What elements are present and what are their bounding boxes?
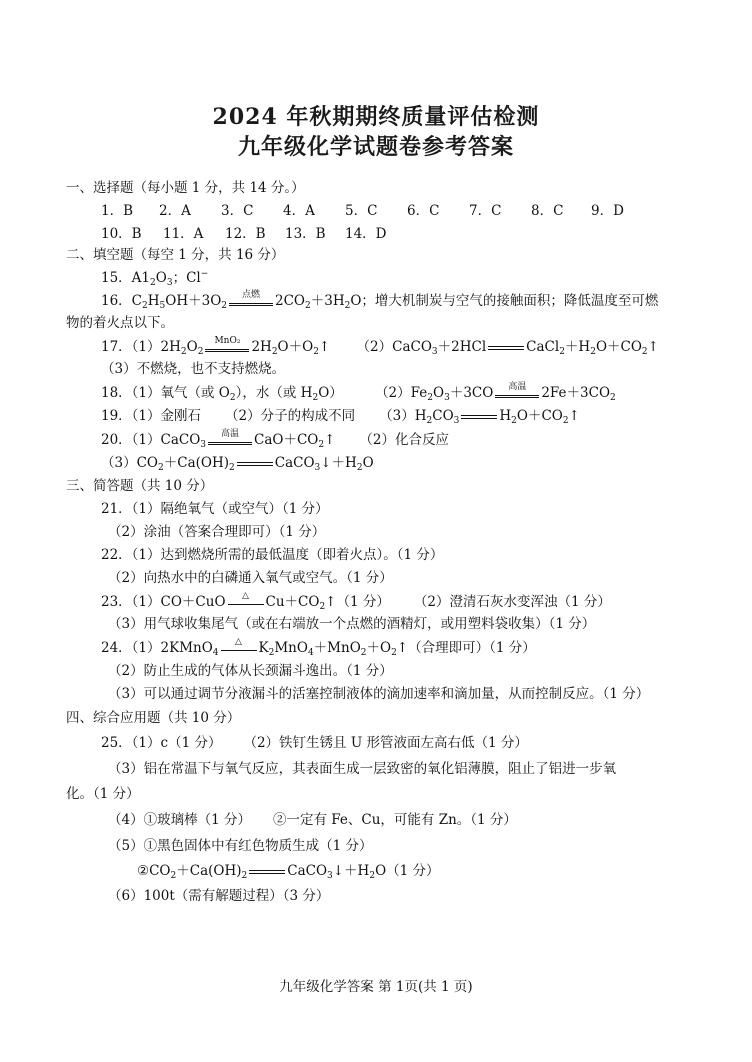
choice-answer: 3．C (221, 203, 254, 219)
choice-answer: 4．A (283, 203, 315, 219)
choice-answer: 2．A (159, 203, 191, 219)
choice-answer: 10．B (101, 226, 142, 242)
equals-sign (237, 454, 273, 474)
answer-17-3: （3）不燃烧，也不支持燃烧。 (101, 361, 286, 377)
choice-answer: 5．C (345, 203, 378, 219)
exam-title-line-1: 2024 年秋期期终质量评估检测 (212, 104, 540, 130)
answer-15: 15．$A1_2O_3$；Cl− (101, 269, 209, 288)
reaction-condition: 高温 (208, 431, 252, 451)
answer-17: 17．$(1)2H_2O_2$ MnO₂ $2H_2O+O_2↑$ （2）CaCO$_3$＋2HCl $CaCl_2+H_2O+CO_2↑$ (101, 335, 659, 357)
equals-sign (488, 338, 524, 358)
reaction-condition: △ (228, 593, 264, 613)
answer-25-5-2: $②CO_2+Ca(OH)_2$ $CaCO_3↓+H_2O(1$ 分） (137, 863, 440, 881)
page-footer: 九年级化学答案 第 1页(共 1 页) (279, 979, 473, 995)
answer-24-3: （3）可以通过调节分液漏斗的活塞控制液体的滴加速率和滴加量，从而控制反应。（1 分） (108, 686, 650, 702)
choice-answer: 14．D (345, 226, 387, 242)
answer-21-1: 21．（1）隔绝氧气（或空气）（1 分） (101, 501, 329, 517)
answer-24-2: （2）防止生成的气体从长颈漏斗逸出。（1 分） (108, 663, 393, 679)
answer-16-continued: 物的着火点以下。 (66, 315, 174, 331)
reaction-condition: MnO₂ (205, 338, 249, 358)
answer-22-2: （2）向热水中的白磷通入氧气或空气。（1 分） (108, 570, 393, 586)
choice-answer: 7．C (469, 203, 502, 219)
equals-sign (249, 862, 285, 882)
answer-25-5-1: （5）①黑色固体中有红色物质生成（1 分） (108, 838, 373, 854)
answer-23-3: （3）用气球收集尾气（或在右端放一个点燃的酒精灯，或用塑料袋收集）（1 分） (108, 616, 596, 632)
section-1-heading: 一、选择题（每小题 1 分，共 14 分。） (66, 180, 305, 196)
answer-25-3-continued: 化。（1 分） (66, 786, 140, 802)
answer-21-2: （2）涂油（答案合理即可）（1 分） (108, 524, 326, 540)
reaction-condition: △ (221, 639, 257, 659)
section-2-heading: 二、填空题（每空 1 分，共 16 分） (66, 247, 285, 263)
reaction-condition: 高温 (495, 384, 539, 404)
answer-22-1: 22．（1）达到燃烧所需的最低温度（即着火点）。（1 分） (101, 547, 444, 563)
answer-25-3: （3）铝在常温下与氧气反应，其表面生成一层致密的氧化铝薄膜，阻止了铝进一步氧 (108, 761, 617, 777)
equals-sign (461, 407, 497, 427)
answer-20: 20．（1）CaCO$_3$ 高温 $CaO+CO_2↑$ （2）化合反应 (101, 428, 450, 450)
choice-answer: 1．B (101, 203, 134, 219)
choice-answers-row-1 (101, 201, 624, 221)
answer-23: 23．（1）CO＋CuO △ $Cu+CO_2↑(1$ 分） （2）澄清石灰水变浑浊（1 分） (101, 590, 611, 612)
choice-answers-row-2 (101, 224, 387, 244)
section-4-heading: 四、综合应用题（共 10 分） (66, 710, 241, 726)
choice-answer: 12．B (225, 226, 266, 242)
choice-answer: 6．C (407, 203, 440, 219)
choice-answer: 11．A (163, 226, 204, 242)
reaction-condition: 点燃 (229, 292, 273, 312)
answer-25-1-2: 25．（1）c（1 分） （2）铁钉生锈且 U 形管液面左高右低（1 分） (101, 735, 528, 751)
exam-title-line-2: 九年级化学试题卷参考答案 (237, 134, 514, 160)
section-3-heading: 三、简答题（共 10 分） (66, 478, 214, 494)
answer-18: 18．（1）氧气（或 $O_2$），水（或 $H_2O$） $(2)Fe_2O_3+3CO$ 高温 $2Fe+3CO_2$ (101, 381, 616, 403)
answer-24: 24．（1）2KMnO$_4$ △ $K_2MnO_4+MnO_2+O_2↑$（合理即可）（1 分） (101, 636, 536, 658)
answer-19: 19．（1）金刚石 （2）分子的构成不同 $(3)H_2CO_3$ $H_2O+CO_2↑$ (101, 408, 580, 426)
answer-25-6: （6）100t（需有解题过程）（3 分） (108, 888, 330, 904)
answer-20-3: $(3)CO_2+Ca(OH)_2$ $CaCO_3↓+H_2O$ (101, 455, 374, 473)
choice-answer: 8．C (531, 203, 564, 219)
choice-answer: 9．D (591, 203, 624, 219)
answer-25-4: （4）①玻璃棒（1 分） ②一定有 Fe、Cu，可能有 Zn。（1 分） (108, 812, 517, 828)
choice-answer: 13．B (285, 226, 326, 242)
answer-16: 16．$C_2H_5OH+3O_2$ 点燃 $2CO_2+3H_2O$；增大机制炭与空气的接触面积；降低温度至可燃 (101, 289, 659, 311)
